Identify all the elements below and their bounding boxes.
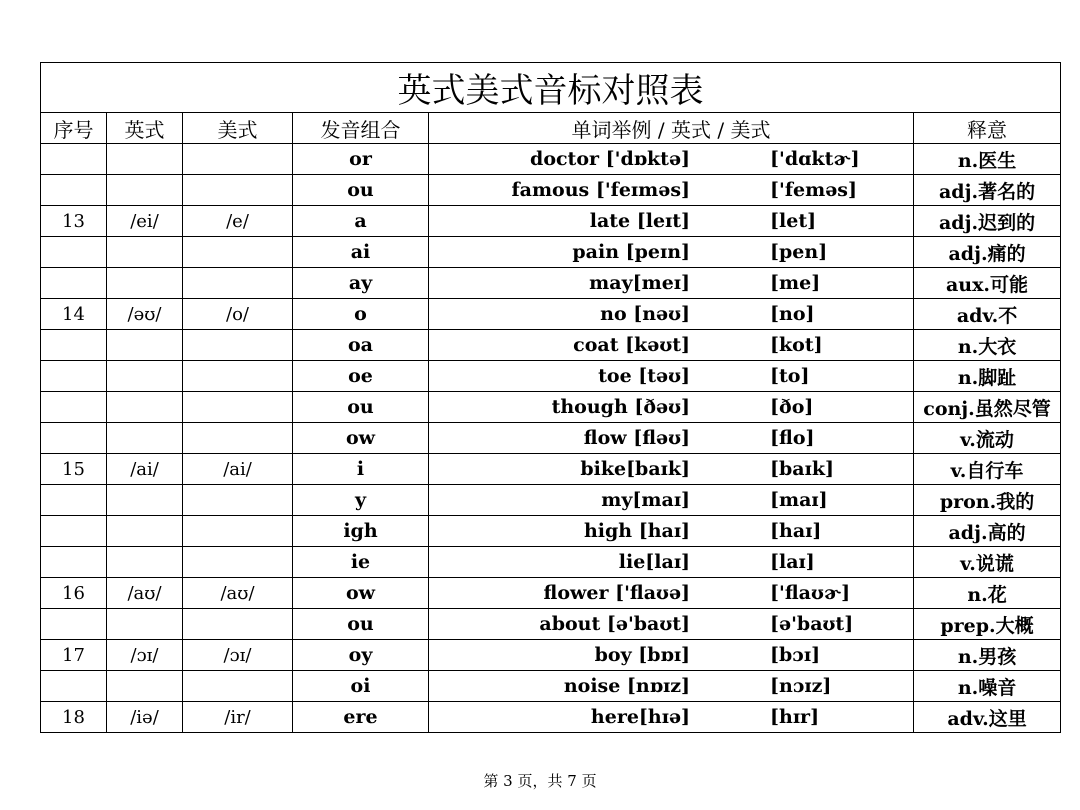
example-cell xyxy=(429,175,914,206)
example-word: boy [bɒɪ] xyxy=(594,644,691,666)
example-cell xyxy=(429,640,914,671)
header-uk: 英式 xyxy=(107,113,183,144)
example-us-ipa: [haɪ] xyxy=(770,520,822,542)
example-word: late [leɪt] xyxy=(589,210,691,232)
uk-phonetic-cell xyxy=(107,361,183,392)
uk-phonetic-cell xyxy=(107,237,183,268)
meaning-cell: v.流动 xyxy=(914,423,1061,454)
combo-cell: ai xyxy=(293,237,429,268)
combo-cell: oi xyxy=(293,671,429,702)
example-us-ipa: ['flaʊɚ] xyxy=(770,582,851,604)
combo-cell: ow xyxy=(293,423,429,454)
example-word: pain [peɪn] xyxy=(572,241,691,263)
us-phonetic-cell: /ai/ xyxy=(183,454,293,485)
us-phonetic-cell xyxy=(183,237,293,268)
meaning-cell: n.医生 xyxy=(914,144,1061,175)
example-us-ipa: [nɔɪz] xyxy=(770,675,832,697)
seq-cell: 17 xyxy=(41,640,107,671)
seq-cell xyxy=(41,516,107,547)
meaning-cell: v.自行车 xyxy=(914,454,1061,485)
example-cell xyxy=(429,671,914,702)
uk-phonetic-cell: /ɔɪ/ xyxy=(107,640,183,671)
example-word: doctor ['dɒktə] xyxy=(530,148,691,170)
example-word: lie[laɪ] xyxy=(618,551,691,573)
uk-phonetic-cell: /ei/ xyxy=(107,206,183,237)
header-us: 美式 xyxy=(183,113,293,144)
meaning-cell: n.脚趾 xyxy=(914,361,1061,392)
table-row xyxy=(41,547,1061,578)
us-phonetic-cell: /ir/ xyxy=(183,702,293,733)
us-phonetic-cell xyxy=(183,144,293,175)
uk-phonetic-cell xyxy=(107,175,183,206)
us-phonetic-cell xyxy=(183,423,293,454)
uk-phonetic-cell xyxy=(107,392,183,423)
combo-cell: ou xyxy=(293,609,429,640)
combo-cell: y xyxy=(293,485,429,516)
seq-cell xyxy=(41,485,107,516)
example-cell xyxy=(429,702,914,733)
table-row xyxy=(41,268,1061,299)
example-word: high [haɪ] xyxy=(583,520,691,542)
table-row xyxy=(41,609,1061,640)
meaning-cell: adj.迟到的 xyxy=(914,206,1061,237)
table-row xyxy=(41,485,1061,516)
meaning-cell: v.说谎 xyxy=(914,547,1061,578)
table-row xyxy=(41,671,1061,702)
seq-cell xyxy=(41,671,107,702)
example-cell xyxy=(429,330,914,361)
table-title: 英式美式音标对照表 xyxy=(41,63,1061,113)
example-us-ipa: [let] xyxy=(770,210,817,232)
meaning-cell: n.花 xyxy=(914,578,1061,609)
meaning-cell: conj.虽然尽管 xyxy=(914,392,1061,423)
example-word: famous ['feɪməs] xyxy=(511,179,691,201)
table-row xyxy=(41,175,1061,206)
seq-cell: 16 xyxy=(41,578,107,609)
example-cell xyxy=(429,392,914,423)
example-word: toe [təʊ] xyxy=(598,365,691,387)
combo-cell: oy xyxy=(293,640,429,671)
uk-phonetic-cell: /ai/ xyxy=(107,454,183,485)
header-example: 单词举例 / 英式 / 美式 xyxy=(429,113,914,144)
seq-cell xyxy=(41,547,107,578)
example-cell xyxy=(429,516,914,547)
example-us-ipa: [pen] xyxy=(770,241,828,263)
meaning-cell: adj.著名的 xyxy=(914,175,1061,206)
us-phonetic-cell xyxy=(183,547,293,578)
example-word: flow [fləʊ] xyxy=(583,427,691,449)
uk-phonetic-cell xyxy=(107,423,183,454)
example-us-ipa: [baɪk] xyxy=(770,458,834,480)
meaning-cell: adj.痛的 xyxy=(914,237,1061,268)
us-phonetic-cell xyxy=(183,361,293,392)
example-word: no [nəʊ] xyxy=(600,303,691,325)
table-row xyxy=(41,144,1061,175)
table-row xyxy=(41,578,1061,609)
table-row xyxy=(41,237,1061,268)
combo-cell: a xyxy=(293,206,429,237)
seq-cell: 14 xyxy=(41,299,107,330)
seq-cell xyxy=(41,423,107,454)
table-row xyxy=(41,516,1061,547)
uk-phonetic-cell xyxy=(107,330,183,361)
example-cell xyxy=(429,547,914,578)
us-phonetic-cell xyxy=(183,516,293,547)
uk-phonetic-cell xyxy=(107,268,183,299)
us-phonetic-cell: /e/ xyxy=(183,206,293,237)
table-row xyxy=(41,702,1061,733)
meaning-cell: adj.高的 xyxy=(914,516,1061,547)
example-cell xyxy=(429,206,914,237)
example-us-ipa: ['feməs] xyxy=(770,179,857,201)
example-us-ipa: ['dɑktɚ] xyxy=(770,148,860,170)
combo-cell: ere xyxy=(293,702,429,733)
combo-cell: ou xyxy=(293,175,429,206)
seq-cell: 15 xyxy=(41,454,107,485)
seq-cell xyxy=(41,361,107,392)
example-cell xyxy=(429,299,914,330)
meaning-cell: pron.我的 xyxy=(914,485,1061,516)
header-seq: 序号 xyxy=(41,113,107,144)
example-us-ipa: [ə'baʊt] xyxy=(770,613,854,635)
combo-cell: ow xyxy=(293,578,429,609)
example-cell xyxy=(429,454,914,485)
table-row xyxy=(41,206,1061,237)
us-phonetic-cell xyxy=(183,392,293,423)
example-us-ipa: [maɪ] xyxy=(770,489,828,511)
seq-cell: 18 xyxy=(41,702,107,733)
example-us-ipa: [no] xyxy=(770,303,815,325)
meaning-cell: n.大衣 xyxy=(914,330,1061,361)
header-meaning: 释意 xyxy=(914,113,1061,144)
example-word: my[maɪ] xyxy=(601,489,691,511)
meaning-cell: aux.可能 xyxy=(914,268,1061,299)
header-row xyxy=(41,113,1061,144)
example-us-ipa: [ðo] xyxy=(770,396,814,418)
uk-phonetic-cell xyxy=(107,516,183,547)
uk-phonetic-cell: /aʊ/ xyxy=(107,578,183,609)
table-row xyxy=(41,361,1061,392)
combo-cell: ou xyxy=(293,392,429,423)
us-phonetic-cell xyxy=(183,175,293,206)
seq-cell: 13 xyxy=(41,206,107,237)
combo-cell: ie xyxy=(293,547,429,578)
example-us-ipa: [laɪ] xyxy=(770,551,815,573)
example-word: about [ə'baʊt] xyxy=(539,613,691,635)
uk-phonetic-cell xyxy=(107,144,183,175)
combo-cell: oa xyxy=(293,330,429,361)
uk-phonetic-cell xyxy=(107,671,183,702)
example-word: noise [nɒɪz] xyxy=(563,675,691,697)
meaning-cell: n.噪音 xyxy=(914,671,1061,702)
us-phonetic-cell xyxy=(183,609,293,640)
example-word: here[hɪə] xyxy=(590,706,691,728)
uk-phonetic-cell: /iə/ xyxy=(107,702,183,733)
example-cell xyxy=(429,609,914,640)
us-phonetic-cell: /ɔɪ/ xyxy=(183,640,293,671)
uk-phonetic-cell xyxy=(107,485,183,516)
table-row xyxy=(41,640,1061,671)
uk-phonetic-cell: /əʊ/ xyxy=(107,299,183,330)
example-us-ipa: [flo] xyxy=(770,427,815,449)
uk-phonetic-cell xyxy=(107,609,183,640)
seq-cell xyxy=(41,268,107,299)
example-us-ipa: [kot] xyxy=(770,334,823,356)
meaning-cell: prep.大概 xyxy=(914,609,1061,640)
table-row xyxy=(41,454,1061,485)
example-cell xyxy=(429,423,914,454)
example-word: though [ðəʊ] xyxy=(551,396,691,418)
meaning-cell: n.男孩 xyxy=(914,640,1061,671)
seq-cell xyxy=(41,330,107,361)
example-cell xyxy=(429,485,914,516)
seq-cell xyxy=(41,144,107,175)
example-word: coat [kəʊt] xyxy=(573,334,691,356)
table-row xyxy=(41,392,1061,423)
combo-cell: o xyxy=(293,299,429,330)
example-cell xyxy=(429,361,914,392)
example-us-ipa: [bɔɪ] xyxy=(770,644,821,666)
table-row xyxy=(41,423,1061,454)
example-us-ipa: [me] xyxy=(770,272,821,294)
table-row xyxy=(41,330,1061,361)
example-cell xyxy=(429,237,914,268)
us-phonetic-cell: /o/ xyxy=(183,299,293,330)
page-footer: 第 3 页，共 7 页 xyxy=(483,772,597,790)
seq-cell xyxy=(41,392,107,423)
combo-cell: oe xyxy=(293,361,429,392)
seq-cell xyxy=(41,237,107,268)
table-row xyxy=(41,299,1061,330)
combo-cell: or xyxy=(293,144,429,175)
seq-cell xyxy=(41,609,107,640)
example-word: bike[baɪk] xyxy=(580,458,691,480)
us-phonetic-cell xyxy=(183,671,293,702)
example-cell xyxy=(429,578,914,609)
phonetic-table xyxy=(40,62,1061,733)
us-phonetic-cell xyxy=(183,485,293,516)
example-word: may[meɪ] xyxy=(589,272,691,294)
us-phonetic-cell: /aʊ/ xyxy=(183,578,293,609)
example-cell xyxy=(429,268,914,299)
uk-phonetic-cell xyxy=(107,547,183,578)
combo-cell: igh xyxy=(293,516,429,547)
example-us-ipa: [to] xyxy=(770,365,810,387)
combo-cell: ay xyxy=(293,268,429,299)
combo-cell: i xyxy=(293,454,429,485)
example-us-ipa: [hɪr] xyxy=(770,706,820,728)
example-word: flower ['flaʊə] xyxy=(543,582,691,604)
meaning-cell: adv.这里 xyxy=(914,702,1061,733)
example-cell xyxy=(429,144,914,175)
us-phonetic-cell xyxy=(183,268,293,299)
us-phonetic-cell xyxy=(183,330,293,361)
header-combo: 发音组合 xyxy=(293,113,429,144)
seq-cell xyxy=(41,175,107,206)
meaning-cell: adv.不 xyxy=(914,299,1061,330)
